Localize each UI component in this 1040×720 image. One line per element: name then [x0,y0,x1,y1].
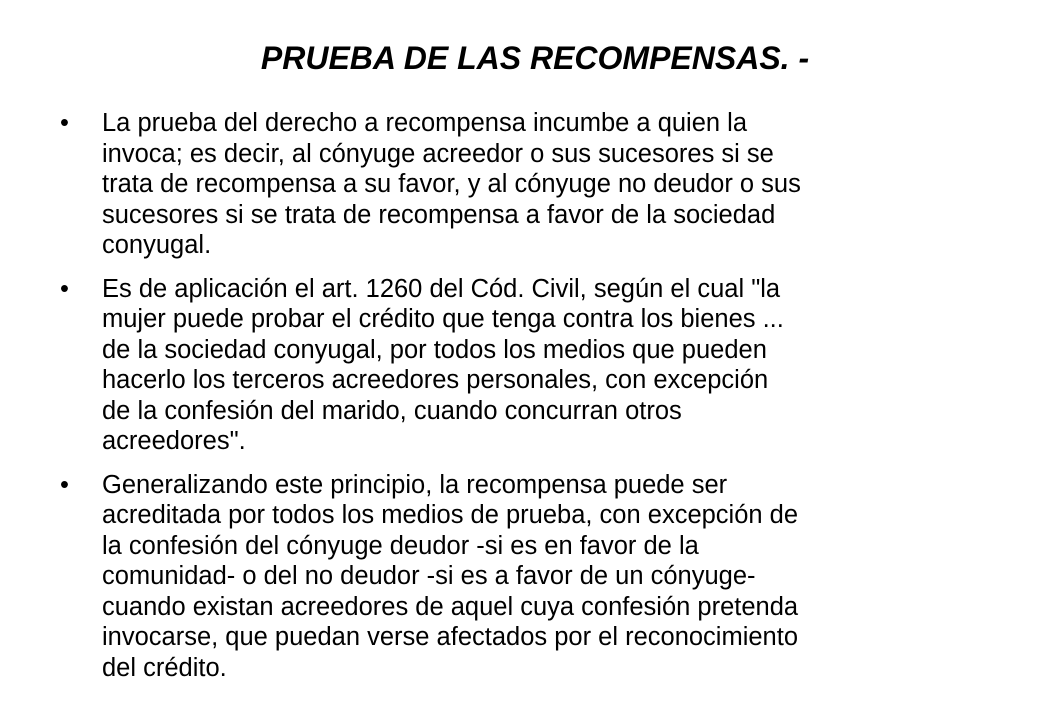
bullet-list [60,108,960,696]
bullet-line: conyugal. [102,231,212,259]
bullet-line: comunidad- o del no deudor -si es a favor de un cónyuge- [102,562,756,590]
bullet-line: invoca; es decir, al cónyuge acreedor o sus sucesores si se [102,139,774,168]
bullet-line: acreditada por todos los medios de prueba, con excepción de [102,501,799,529]
slide-title: PRUEBA DE LAS RECOMPENSAS. - [260,40,810,76]
bullet-line: de la sociedad conyugal, por todos los medios que pueden [102,335,767,364]
bullet-text [102,108,960,261]
bullet-mark: • [60,470,69,499]
bullet-line: mujer puede probar el crédito que tenga contra los bienes ... [102,305,784,333]
bullet-mark: • [60,274,69,303]
bullet-text [102,274,960,457]
bullet-text [102,470,960,684]
bullet-line: de la confesión del marido, cuando concurran otros [102,396,682,425]
bullet-item [60,274,960,457]
bullet-line: invocarse, que puedan verse afectados por el reconocimiento [102,623,799,651]
bullet-line: sucesores si se trata de recompensa a favor de la sociedad [102,200,776,229]
bullet-line: del crédito. [102,653,227,682]
bullet-mark: • [60,109,69,137]
bullet-line: hacerlo los terceros acreedores personales, con excepción [102,366,769,394]
bullet-line: cuando existan acreedores de aquel cuya confesión pretenda [102,592,799,621]
bullet-line: trata de recompensa a su favor, y al cónyuge no deudor o sus [102,170,801,198]
bullet-line: Generalizando este principio, la recompensa puede ser [102,470,728,499]
bullet-item [60,470,960,684]
bullet-line: acreedores". [102,427,246,455]
bullet-line: la confesión del cónyuge deudor -si es en favor de la [102,531,699,560]
bullet-item [60,108,960,261]
bullet-line: La prueba del derecho a recompensa incumbe a quien la [102,109,748,137]
bullet-line: Es de aplicación el art. 1260 del Cód. Civil, según el cual "la [102,274,781,303]
